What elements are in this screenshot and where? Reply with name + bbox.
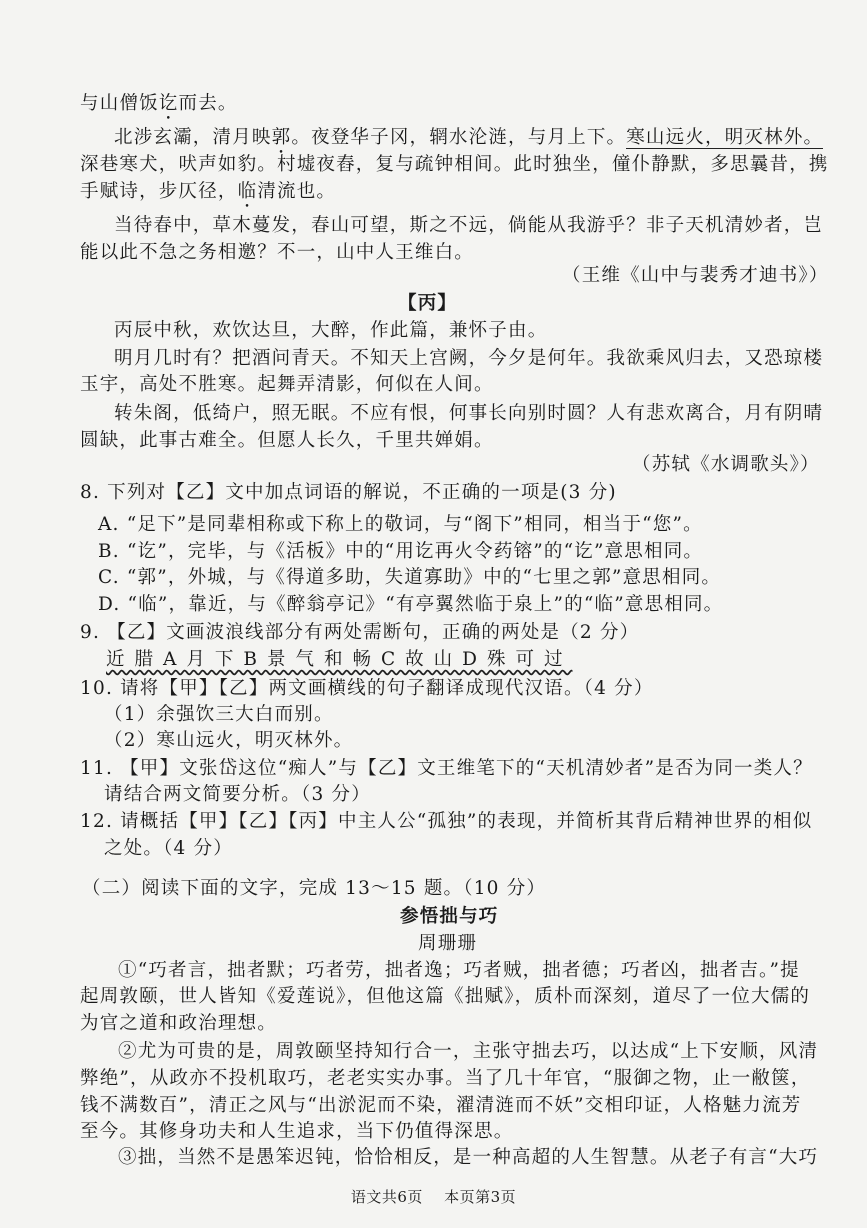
text-line [118,959,800,983]
text-line [80,373,494,397]
text-segment: ②尤为可贵的是，周敦颐坚持知行合一，主张守拙去巧，以达成“上下安顺，风清 [118,1041,819,1062]
text-segment: B. “讫”，完毕，与《活板》中的“用讫再火令药镕”的“讫”意思相同。 [98,541,704,562]
text-segment: 为官之道和政治理想。 [80,1013,278,1034]
text-segment: 。夜登华子冈，辋水沦涟，与月上下。 [291,127,627,148]
text-segment: C. “郭”，外城，与《得道多助，失道寡助》中的“七里之郭”意思相同。 [98,567,722,588]
text-segment: 9. 【乙】文画波浪线部分有两处需断句，正确的两处是（2 分） [80,622,640,643]
text-segment: 10. 请将【甲】【乙】两文画横线的句子翻译成现代汉语。（4 分） [80,678,654,699]
text-line [80,481,617,505]
dotted-word: 郭 [271,127,292,148]
text-segment: 能以此不急之务相邀？不一，山中人王维白。 [80,242,475,263]
text-line [80,180,336,212]
dotted-word: 临 [237,181,258,202]
text-segment: （2）寒山远火，明灭林外。 [104,730,354,751]
text-line [104,837,233,861]
text-line [80,757,813,781]
text-segment: （1）余强饮三大白而别。 [104,704,334,725]
text-segment: 12. 请概括【甲】【乙】【丙】中主人公“孤独”的表现，并简析其背后精神世界的相似 [80,811,813,832]
text-segment: 至今。其修身功夫和人生追求，当下仍值得深思。 [80,1121,514,1142]
text-line [98,566,721,590]
underlined-sentence: 寒山远火，明灭林外。 [626,127,824,148]
text-line [104,729,353,753]
text-segment: 周珊珊 [418,933,478,954]
footer-current-page: 本页第3页 [444,1188,517,1206]
text-line [106,648,572,672]
text-segment: 手赋诗，步仄径， [80,181,238,202]
text-line [114,214,823,238]
text-line [80,153,829,177]
text-segment: D. “临”，靠近，与《醉翁亭记》“有亭翼然临于泉上”的“临”意思相同。 [98,594,724,615]
text-line [114,402,823,426]
text-segment: 与山僧饭 [80,93,159,114]
text-line [80,241,474,265]
text-segment: （苏轼《水调歌头》） [632,454,820,475]
text-line [80,1120,513,1144]
text-line [80,810,812,834]
text-segment: 而去。 [178,93,238,114]
text-line [80,1012,277,1036]
text-line [80,621,639,645]
text-segment: 深巷寒犬，吠声如豹。村墟夜舂，复与疏钟相间。此时独坐，僮仆静默，多思曩昔，携 [80,154,829,175]
text-segment: 起周敦颐，世人皆知《爱莲说》，但他这篇《拙赋》，质朴而深刻，道尽了一位大儒的 [80,986,811,1007]
text-segment: 钱不满数百”，清正之风与“出淤泥而不染，濯清涟而不妖”交相印证，人格魅力流芳 [80,1095,802,1116]
text-line [104,783,371,807]
text-segment: （王维《山中与裴秀才迪书》） [562,265,829,286]
text-segment: 参悟拙与巧 [400,906,499,927]
text-line [80,1067,811,1091]
text-segment: 玉宇，高处不胜寒。起舞弄清影，何似在人间。 [80,374,494,395]
text-segment: 丙辰中秋，欢饮达旦，大醉，作此篇，兼怀子由。 [114,320,548,341]
text-line [80,1094,801,1118]
text-line [400,905,499,929]
text-line [114,319,547,343]
text-segment: A. “足下”是同辈相称或下称上的敬词，与“阁下”相同，相当于“您”。 [98,514,703,535]
text-segment: ①“巧者言，拙者默；巧者劳，拙者逸；巧者贼，拙者德；巧者凶，拙者吉。”提 [118,960,800,981]
text-segment: 清流也。 [257,181,337,202]
page-footer [0,1187,867,1207]
text-segment: （二）阅读下面的文字，完成 13～15 题。（10 分） [82,878,547,899]
text-line [114,347,823,371]
text-line [118,1146,818,1170]
text-segment: 北涉玄灞，清月映 [114,127,272,148]
text-segment: ③拙，当然不是愚笨迟钝，恰恰相反，是一种高超的人生智慧。从老子有言“大巧 [118,1147,819,1168]
text-segment: 【丙】 [398,293,458,314]
text-line [80,677,654,701]
text-line [80,985,810,1009]
text-line [418,932,477,956]
text-segment: 圆缺，此事古难全。但愿人长久，千里共婵娟。 [80,430,494,451]
text-line [82,877,546,901]
text-segment: 8. 下列对【乙】文中加点词语的解说，不正确的一项是(3 分) [80,482,617,503]
wavy-underlined-text: 近腊A月下B景气和畅C故山D殊可过 [106,649,573,670]
text-line [98,513,703,537]
dotted-word: 讫 [158,93,179,114]
text-line [398,292,457,316]
text-segment: 明月几时有？把酒问青天。不知天上宫阙，今夕是何年。我欲乘风归去，又恐琼楼 [114,348,824,369]
text-line [80,92,238,124]
text-segment: 之处。（4 分） [104,838,234,859]
text-line [98,593,723,617]
text-segment: 11. 【甲】文张岱这位“痴人”与【乙】文王维笔下的“天机清妙者”是否为同一类人？ [80,758,813,779]
text-line [98,540,703,564]
text-line [104,703,334,727]
text-line [80,429,494,453]
text-line [632,453,820,477]
footer-total-pages: 语文共6页 [350,1188,423,1206]
text-segment: 请结合两文简要分析。（3 分） [104,784,371,805]
text-line [562,264,829,288]
text-segment: 转朱阁，低绮户，照无眠。不应有恨，何事长向别时圆？人有悲欢离合，月有阴晴 [114,403,824,424]
text-segment: 当待春中，草木蔓发，春山可望，斯之不远，倘能从我游乎？非子天机清妙者，岂 [114,215,824,236]
text-segment: 弊绝”，从政亦不投机取巧，老老实实办事。当了几十年官，“服御之物，止一敝箧， [80,1068,811,1089]
text-line [118,1040,818,1064]
